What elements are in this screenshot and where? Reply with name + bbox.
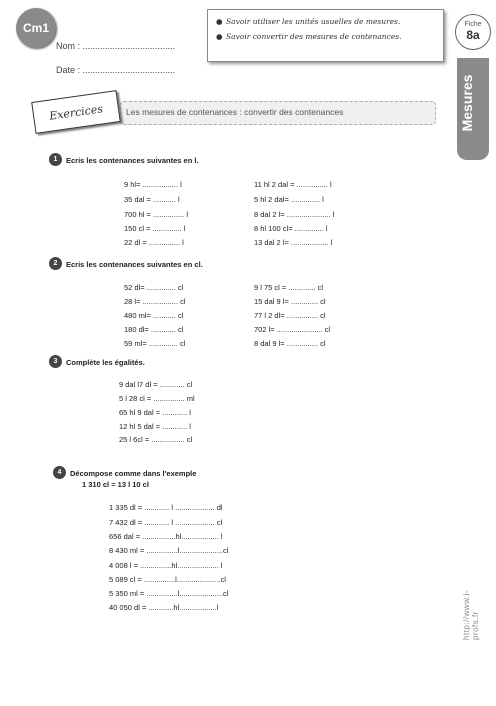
objective-text: Savoir convertir des mesures de contenances. <box>226 32 402 41</box>
fiche-number: 8a <box>466 28 480 42</box>
objective-item <box>216 32 435 41</box>
exercise-row: 5 089 cl = ...............l.....................cl <box>109 575 226 584</box>
exercise-row: 40 050 dl = ............hl..................l <box>109 603 219 612</box>
exercise-row: 35 dal = ........... l <box>124 195 180 204</box>
exercise-number: 3 <box>49 355 62 368</box>
example-line: 1 310 cl = 13 l 10 cl <box>82 480 149 489</box>
exercise-title: Décompose comme dans l'exemple <box>70 469 197 478</box>
exercise-row: 25 l 6cl = ................ cl <box>119 435 193 444</box>
exercise-row: 12 hl 5 dal = ............ l <box>119 422 191 431</box>
date-field: Date : ..................................... <box>56 65 176 75</box>
name-field: Nom : ..................................... <box>56 41 176 51</box>
exercise-row: 13 dal 2 l= .................. l <box>254 238 333 247</box>
bullet-icon: ● <box>216 17 223 26</box>
exercise-row: 59 ml= .............. cl <box>124 339 186 348</box>
exercise-title: Ecris les contenances suivantes en l. <box>66 156 199 165</box>
exercise-row: 28 l= ................. cl <box>124 297 186 306</box>
exercise-row: 65 hl 9 dal = ............ l <box>119 408 191 417</box>
banner-title: Les mesures de contenances : convertir des contenances <box>126 107 344 117</box>
exercise-number: 2 <box>49 257 62 270</box>
objective-item <box>216 17 435 26</box>
objectives-box <box>207 9 444 62</box>
sticker-text: Exercices <box>48 101 104 123</box>
section-title: Mesures <box>459 74 475 132</box>
exercise-row: 9 l 75 cl = ............. cl <box>254 283 323 292</box>
level-badge: Cm1 <box>16 8 56 48</box>
exercise-row: 5 350 ml = ...............l.....................cl <box>109 589 229 598</box>
exercise-row: 150 cl = .............. l <box>124 224 186 233</box>
exercices-sticker <box>31 90 121 134</box>
exercise-row: 52 dl= .............. cl <box>124 283 184 292</box>
exercise-row: 656 dal = ................hl.................. l <box>109 532 223 541</box>
exercise-row: 480 ml= ........... cl <box>124 311 184 320</box>
exercise-row: 8 dal 2 l= ..................... l <box>254 210 335 219</box>
fiche-badge <box>455 14 491 50</box>
exercise-number: 4 <box>53 466 66 479</box>
exercise-title: Complète les égalités. <box>66 358 145 367</box>
exercise-row: 7 432 dl = ............ l ................... cl <box>109 518 223 527</box>
exercise-row: 9 dal l7 dl = ............ cl <box>119 380 193 389</box>
exercise-row: 77 l 2 dl= ............... cl <box>254 311 326 320</box>
bullet-icon: ● <box>216 32 223 41</box>
exercise-row: 15 dal 9 l= ............. cl <box>254 297 326 306</box>
exercise-row: 180 dl= ............ cl <box>124 325 184 334</box>
website-watermark: http://www.i-profs.fr <box>462 589 480 640</box>
exercise-number: 1 <box>49 153 62 166</box>
fiche-label: Fiche <box>464 21 482 28</box>
exercise-row: 702 l= ...................... cl <box>254 325 331 334</box>
objective-text: Savoir utiliser les unités usuelles de mesures. <box>226 17 401 26</box>
exercise-row: 8 hl 100 cl= .............. l <box>254 224 328 233</box>
exercise-row: 22 dl = ............... l <box>124 238 184 247</box>
exercise-row: 11 hl 2 dal = ............... l <box>254 180 332 189</box>
exercise-row: 1 335 dl = ............ l ................... dl <box>109 503 223 512</box>
exercise-row: 5 l 28 cl = ............... ml <box>119 394 195 403</box>
exercise-row: 8 430 ml = ...............l.....................cl <box>109 546 229 555</box>
exercise-row: 700 hl = ............... l <box>124 210 188 219</box>
exercise-row: 9 hl= ................. l <box>124 180 182 189</box>
exercise-title: Ecris les contenances suivantes en cl. <box>66 260 203 269</box>
exercise-row: 8 dal 9 l= ............... cl <box>254 339 326 348</box>
exercise-row: 4 008 l = ...............hl.................... l <box>109 561 223 570</box>
exercise-row: 5 hl 2 dal= .............. l <box>254 195 324 204</box>
